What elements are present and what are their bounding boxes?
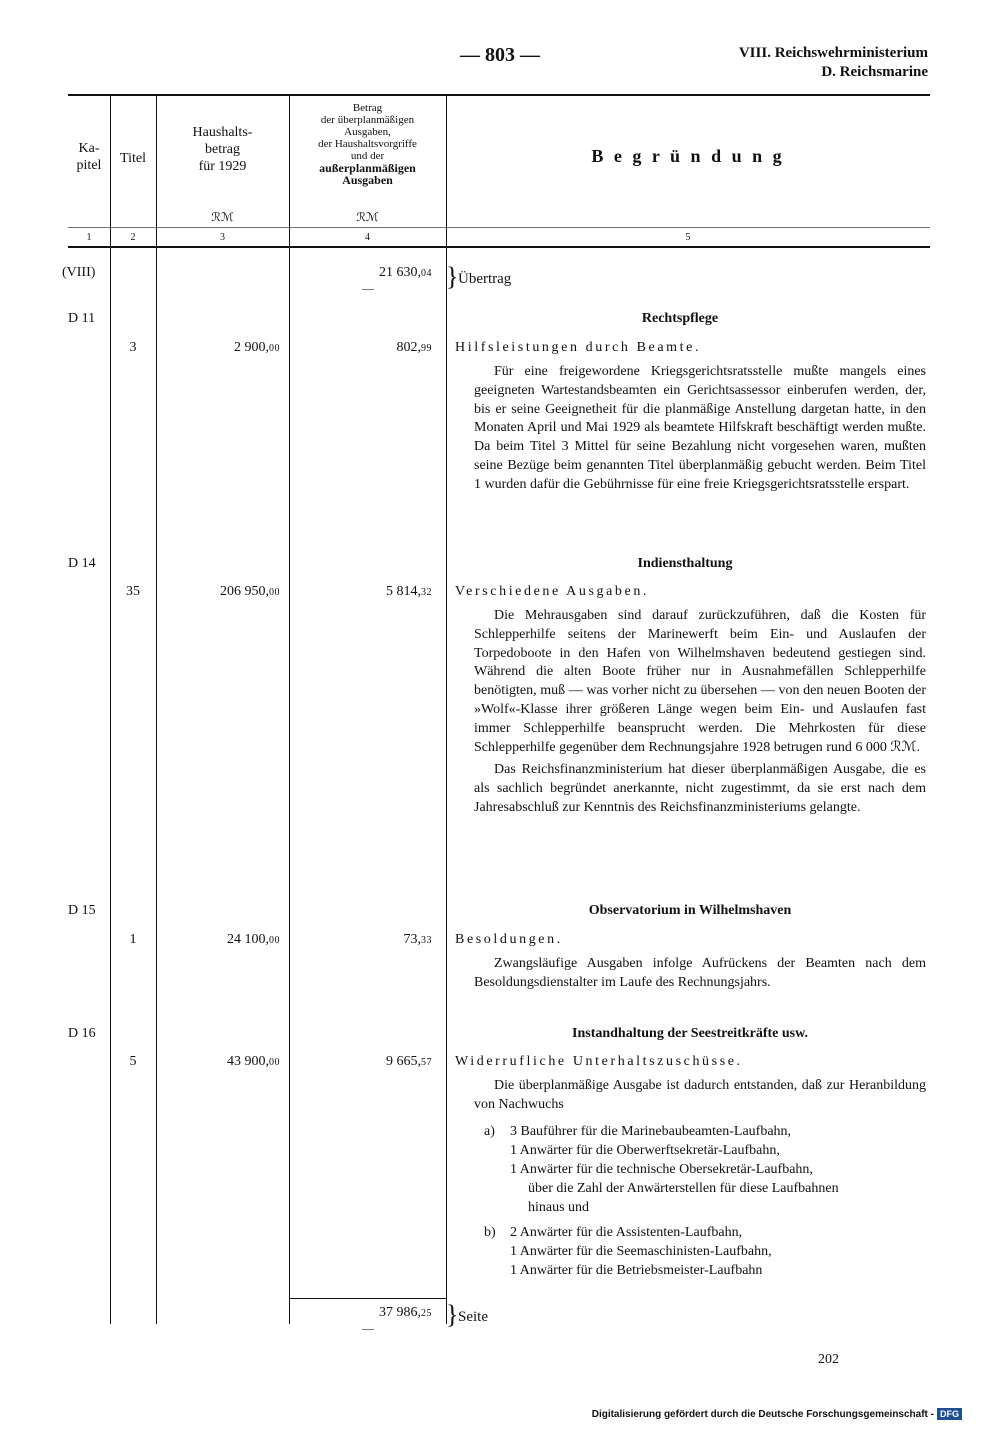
col-unit-betrag: ℛℳ bbox=[356, 210, 379, 224]
haushalt-int: 206 950, bbox=[220, 584, 269, 599]
haushalt-dec: 00 bbox=[269, 587, 280, 598]
list-text: 1 Anwärter für die Betriebsmeister-Laufbahn bbox=[510, 1263, 763, 1278]
list-marker: a) bbox=[484, 1124, 495, 1139]
haushalt-int: 24 100, bbox=[227, 932, 269, 947]
list-item bbox=[484, 1198, 930, 1217]
haushalt-int: 43 900, bbox=[227, 1054, 269, 1069]
uebertrag-amount-dec: 04 bbox=[421, 268, 432, 279]
col-header-kapitel: Ka- pitel bbox=[76, 141, 102, 173]
haushalt-int: 2 900, bbox=[234, 340, 269, 355]
col-header-titel: Titel bbox=[120, 151, 146, 166]
col-header-begruendung: B e g r ü n d u n g bbox=[591, 146, 785, 166]
section-subhead: Hilfsleistungen durch Beamte. bbox=[455, 340, 702, 355]
paragraph: Die Mehrausgaben sind darauf zurückzuführen, daß die Kosten für Schlepperhilfe seitens der Marinewerft beim Ein- und Auslaufen der Torpedoboote in den Hafen von Wilhelmshaven bedeutend gestiegen sind. Während die alten Boote früher nur in Ausnahmefällen Schlepperhilfe benötigten, muß — was vorher nicht zu übersehen — von den neuen Booten der »Wolf«-Klasse ihrer größeren Länge wegen beim Ein- und Auslaufen fast immer Schlepperhilfe beansprucht werden. Die Mehrkosten für diese Schlepperhilfe gegenüber dem Rechnungsjahre 1928 betrugen rund 6 000 ℛℳ. bbox=[474, 608, 926, 755]
betrag-amount bbox=[300, 584, 432, 600]
seite-amount-dec: 25 bbox=[421, 1308, 432, 1319]
seite-label: Seite bbox=[458, 1309, 488, 1325]
header-bottom-rule bbox=[68, 246, 930, 248]
betrag-dec: 99 bbox=[421, 343, 432, 354]
haushalt-amount bbox=[160, 584, 280, 600]
paragraph: Die überplanmäßige Ausgabe ist dadurch entstanden, daß zur Heranbildung von Nachwuchs bbox=[474, 1078, 926, 1112]
titel-number: 3 bbox=[129, 340, 137, 355]
list-text: über die Zahl der Anwärterstellen für diese Laufbahnen bbox=[528, 1181, 839, 1196]
haushalt-dec: 00 bbox=[269, 343, 280, 354]
col-unit-haushalt: ℛℳ bbox=[211, 210, 234, 224]
titel-number: 35 bbox=[126, 584, 140, 599]
haushalt-amount bbox=[160, 932, 280, 948]
betrag-line: der überplanmäßigen bbox=[320, 114, 415, 126]
betrag-line: Ausgaben, bbox=[344, 126, 391, 138]
kapitel-d16: D 16 bbox=[68, 1026, 96, 1041]
haushalt-amount bbox=[160, 1054, 280, 1070]
section-text bbox=[474, 1077, 926, 1115]
list-item bbox=[484, 1261, 930, 1280]
brace-glyph: } bbox=[446, 262, 459, 291]
titel-number: 5 bbox=[129, 1054, 137, 1069]
betrag-line: der Haushaltsvorgriffe bbox=[318, 138, 417, 150]
seite-amount-int: 37 986, bbox=[379, 1305, 421, 1320]
nachwuchs-list bbox=[484, 1122, 930, 1280]
page-foot-number: 202 bbox=[818, 1352, 839, 1367]
uebertrag-kapitel: (VIII) bbox=[62, 265, 96, 280]
kapitel-d11: D 11 bbox=[68, 311, 96, 326]
section-header bbox=[739, 44, 928, 82]
betrag-int: 9 665, bbox=[386, 1054, 421, 1069]
haushalt-dec: 00 bbox=[269, 1057, 280, 1068]
seite-amount bbox=[300, 1305, 432, 1321]
col-header-betrag bbox=[289, 102, 446, 186]
section-title: Instandhaltung der Seestreitkräfte usw. bbox=[572, 1026, 808, 1041]
footer-text: Digitalisierung gefördert durch die Deutsche Forschungsgemeinschaft - bbox=[591, 1409, 934, 1420]
table-top-rule bbox=[68, 94, 930, 96]
list-text: 1 Anwärter für die technische Obersekretär-Laufbahn, bbox=[510, 1162, 813, 1177]
list-text: 1 Anwärter für die Oberwerftsekretär-Laufbahn, bbox=[510, 1143, 780, 1158]
titel-number: 1 bbox=[129, 932, 137, 947]
col-number: 3 bbox=[220, 232, 225, 243]
footer bbox=[592, 1408, 962, 1420]
betrag-line: Betrag bbox=[352, 102, 383, 114]
betrag-bold: außerplanmäßigen Ausgaben bbox=[319, 161, 416, 187]
section-title: Indiensthaltung bbox=[637, 556, 733, 571]
section-text bbox=[474, 955, 926, 993]
list-text: 3 Bauführer für die Marinebaubeamten-Laufbahn, bbox=[510, 1124, 792, 1139]
section-subhead: Verschiedene Ausgaben. bbox=[455, 584, 650, 599]
betrag-line: und der bbox=[350, 150, 385, 162]
kapitel-d14: D 14 bbox=[68, 556, 96, 571]
paragraph: Zwangsläufige Ausgaben infolge Aufrückens der Beamten nach dem Besoldungsdienstalter im Laufe des Rechnungsjahrs. bbox=[474, 956, 926, 990]
betrag-dec: 57 bbox=[421, 1057, 432, 1068]
seite-dash: — bbox=[362, 1321, 374, 1335]
list-marker: b) bbox=[484, 1225, 496, 1240]
list-item bbox=[484, 1122, 930, 1141]
brace-glyph: } bbox=[446, 1300, 459, 1329]
section-title: Rechtspflege bbox=[641, 311, 719, 326]
paragraph: Für eine freigewordene Kriegsgerichtsratsstelle mußte mangels eines geeigneten Wartestandsbeamten ein Gerichtsassessor einberufen werden, der, bis er seine Geeignetheit für die planmäßige Anstellung dargetan hatte, in den Monaten April und Mai 1929 als beamtete Hilfskraft beschäftigt werden mußte. Da beim Titel 3 Mittel für seine Bezahlung nicht vorgesehen waren, mußten seine Bezüge beim genannten Titel überplanmäßig gebucht werden. Beim Titel 1 wurden dafür die Gebührnisse für eine freie Kriegsgerichtsratsstelle erspart. bbox=[474, 364, 926, 492]
section-subhead: Widerrufliche Unterhaltszuschüsse. bbox=[455, 1054, 743, 1069]
betrag-amount bbox=[300, 1054, 432, 1070]
section-header-line1: VIII. Reichswehrministerium bbox=[738, 45, 928, 61]
betrag-amount bbox=[300, 932, 432, 948]
paragraph: Das Reichsfinanzministerium hat dieser überplanmäßigen Ausgabe, die es als sachlich begründet anerkannte, nicht zugestimmt, da sie erst nach dem Jahresabschluß zur Kenntnis des Reichsfinanzministeriums gelangte. bbox=[474, 762, 926, 815]
list-text: 2 Anwärter für die Assistenten-Laufbahn, bbox=[510, 1225, 743, 1240]
total-rule bbox=[289, 1298, 446, 1299]
column-divider bbox=[289, 94, 290, 1324]
col-number: 1 bbox=[86, 232, 92, 243]
section-text bbox=[474, 363, 926, 495]
uebertrag-amount-int: 21 630, bbox=[379, 265, 421, 280]
col-number: 5 bbox=[685, 232, 691, 243]
betrag-int: 73, bbox=[403, 932, 421, 947]
page-number: — 803 — bbox=[460, 44, 540, 66]
kapitel-d15: D 15 bbox=[68, 903, 96, 918]
betrag-dec: 32 bbox=[421, 587, 432, 598]
column-divider bbox=[156, 94, 157, 1324]
list-text: 1 Anwärter für die Seemaschinisten-Laufbahn, bbox=[510, 1244, 772, 1259]
list-text: hinaus und bbox=[528, 1200, 590, 1215]
col-number: 2 bbox=[130, 232, 136, 243]
column-divider bbox=[110, 94, 111, 1324]
list-item bbox=[484, 1242, 930, 1261]
uebertrag-dash: — bbox=[362, 281, 374, 295]
section-title: Observatorium in Wilhelmshaven bbox=[588, 903, 792, 918]
haushalt-amount bbox=[160, 340, 280, 356]
list-item bbox=[484, 1141, 930, 1160]
section-text bbox=[474, 607, 926, 818]
haushalt-dec: 00 bbox=[269, 935, 280, 946]
col-header-haushalt: Haushalts- betrag für 1929 bbox=[192, 125, 253, 174]
col-number: 4 bbox=[365, 232, 370, 243]
betrag-dec: 33 bbox=[421, 935, 432, 946]
section-subhead: Besoldungen. bbox=[455, 932, 563, 947]
uebertrag-amount bbox=[300, 265, 432, 281]
betrag-int: 5 814, bbox=[386, 584, 421, 599]
betrag-int: 802, bbox=[396, 340, 421, 355]
unit-rule bbox=[68, 227, 930, 228]
section-header-line2: D. Reichsmarine bbox=[821, 64, 928, 80]
list-item bbox=[484, 1160, 930, 1179]
betrag-amount bbox=[300, 340, 432, 356]
dfg-logo: DFG bbox=[937, 1408, 962, 1420]
list-item bbox=[484, 1179, 930, 1198]
list-item bbox=[484, 1223, 930, 1242]
uebertrag-label: Übertrag bbox=[458, 271, 512, 287]
